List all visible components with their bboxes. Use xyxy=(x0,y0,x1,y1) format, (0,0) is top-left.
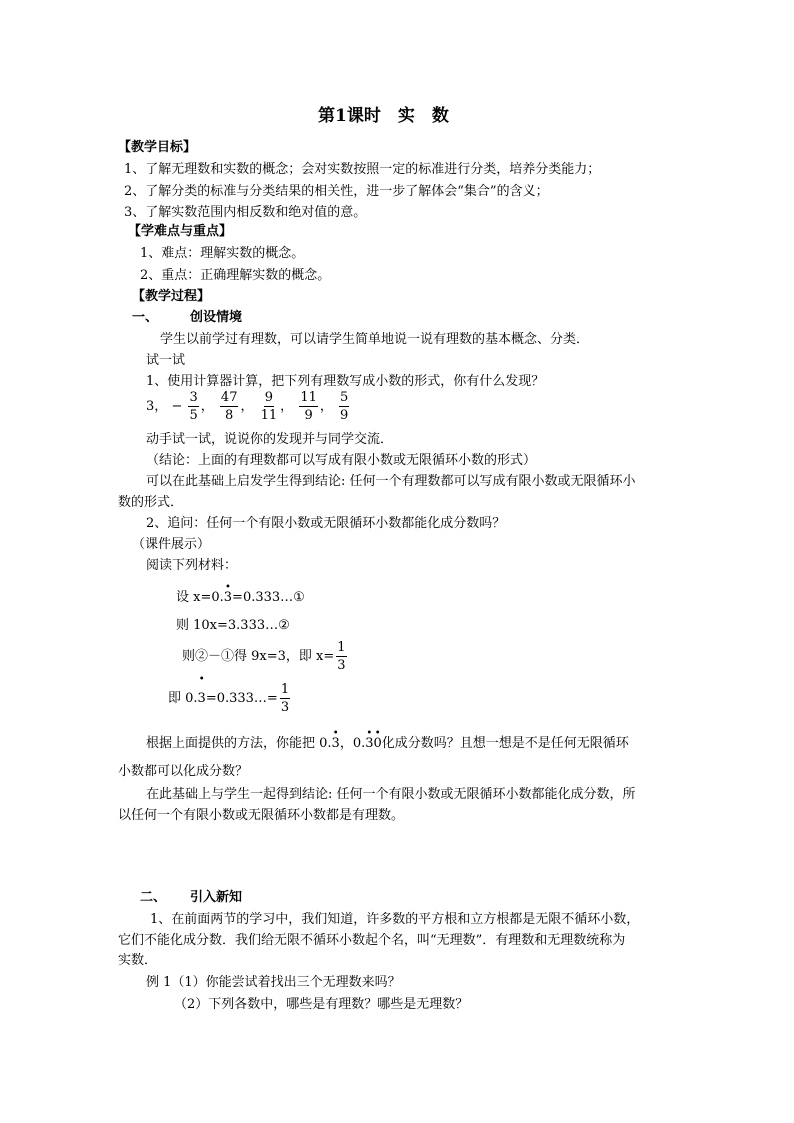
fraction-47-8: $\frac{47}{8}$ xyxy=(220,390,238,423)
fraction-1-3: $\frac{1}{3}$ xyxy=(280,682,290,715)
fraction-9-11: $\frac{9}{11}$ xyxy=(260,390,278,423)
repeating-digit: 0 • xyxy=(373,728,382,751)
repeating-digit: 3 • xyxy=(331,728,340,751)
method-question: 根据上面提供的方法，你能把 0.3 • ，0.3 • 0 • 化成分数吗？且想一想是不是任何无限循环 xyxy=(146,728,629,751)
repeating-digit: 3 • xyxy=(197,674,206,706)
fraction-5-9: $\frac{5}{9}$ xyxy=(340,390,349,423)
number-list: 3， − $\frac{3}{5}$ ， $\frac{47}{8}$ ， $\frac{9}{11}$ ， $\frac{11}{9}$ ， $\frac{5}{9}$ xyxy=(146,390,349,423)
fraction-11-9: $\frac{11}{9}$ xyxy=(300,390,317,423)
inference-line-2: 数的形式． xyxy=(118,495,184,510)
material-line-2: 则 10x=3.333…② xyxy=(176,618,290,633)
repeat-dot-icon: • xyxy=(366,728,373,739)
final-conclusion-line-2: 以任何一个有限小数或无限循环小数都是有理数。 xyxy=(118,808,405,823)
section1-number: 一、 xyxy=(132,310,159,325)
section1-heading: 创设情境 xyxy=(190,310,243,325)
keypoint-difficulty: 1、难点：理解实数的概念。 xyxy=(140,246,305,261)
goal-item-1: 1、了解无理数和实数的概念；会对实数按照一定的标准进行分类，培养分类能力； xyxy=(124,162,601,177)
repeat-dot-icon: • xyxy=(374,728,381,739)
courseware-note: （课件展示） xyxy=(132,537,211,552)
conclusion-text: （结论：上面的有理数都可以写成有限小数或无限循环小数的形式） xyxy=(146,453,537,468)
example-1-part-2: （2）下列各数中，哪些是有理数？哪些是无理数？ xyxy=(174,997,469,1012)
section2-heading: 引入新知 xyxy=(190,890,243,905)
read-material-label: 阅读下列材料： xyxy=(146,558,238,573)
repeating-digit: 3 • xyxy=(223,582,233,605)
section1-intro: 学生以前学过有理数，可以请学生简单地说一说有理数的基本概念、分类． xyxy=(160,332,590,347)
keypoint-focus: 2、重点：正确理解实数的概念。 xyxy=(140,268,331,283)
repeat-dot-icon: • xyxy=(198,674,205,685)
goal-item-2: 2、了解分类的标准与分类结果的相关性，进一步了解体会“集合”的含义； xyxy=(124,184,549,199)
repeating-digit: 3 • xyxy=(365,728,374,751)
goal-item-3: 3、了解实数范围内相反数和绝对值的意。 xyxy=(124,205,367,220)
inference-line-1: 可以在此基础上启发学生得到结论: 任何一个有理数都可以写成有限小数或无限循环小 xyxy=(146,474,636,489)
fraction-1-3: $\frac{1}{3}$ xyxy=(337,640,346,673)
process-heading: 【教学过程】 xyxy=(132,289,211,304)
keypoints-heading: 【学难点与重点】 xyxy=(128,224,233,239)
section2-para-line-2: 它们不能化成分数．我们给无限不循环小数起个名，叫“无理数”．有理数和无理数统称为 xyxy=(118,933,626,948)
final-conclusion-line-1: 在此基础上与学生一起得到结论: 任何一个有限小数或无限循环小数都能化成分数，所 xyxy=(146,787,636,802)
repeat-dot-icon: • xyxy=(332,728,339,739)
material-line-3: 则②－①得 9x=3，即 x= $\frac{1}{3}$ xyxy=(182,640,346,673)
number-first: 3 xyxy=(146,399,155,414)
example-1-part-1: 例 1（1）你能尝试着找出三个无理数来吗？ xyxy=(146,975,401,990)
material-line-1: 设 x=0.3 • =0.333…① xyxy=(176,582,305,605)
fraction-3-5: $\frac{3}{5}$ xyxy=(189,390,198,423)
minus-sign: − xyxy=(171,399,183,414)
question-1: 1、使用计算器计算，把下列有理数写成小数的形式，你有什么发现？ xyxy=(146,374,545,389)
section2-para-line-3: 实数． xyxy=(118,953,158,968)
handson-text: 动手试一试，说说你的发现并与同学交流． xyxy=(146,432,394,447)
try-label: 试一试 xyxy=(146,353,186,368)
question-2: 2、追问：任何一个有限小数或无限循环小数都能化成分数吗？ xyxy=(146,516,506,531)
goals-heading: 【教学目标】 xyxy=(118,140,197,155)
material-line-4: 即 0.3 • =0.333…= $\frac{1}{3}$ xyxy=(168,674,290,715)
page-title: 第1课时 实 数 xyxy=(318,106,449,126)
section2-number: 二、 xyxy=(140,890,167,905)
method-question-cont: 小数都可以化成分数？ xyxy=(118,764,249,779)
repeat-dot-icon: • xyxy=(224,582,231,593)
section2-para-line-1: 1、在前面两节的学习中，我们知道，许多数的平方根和立方根都是无限不循环小数， xyxy=(150,912,640,927)
